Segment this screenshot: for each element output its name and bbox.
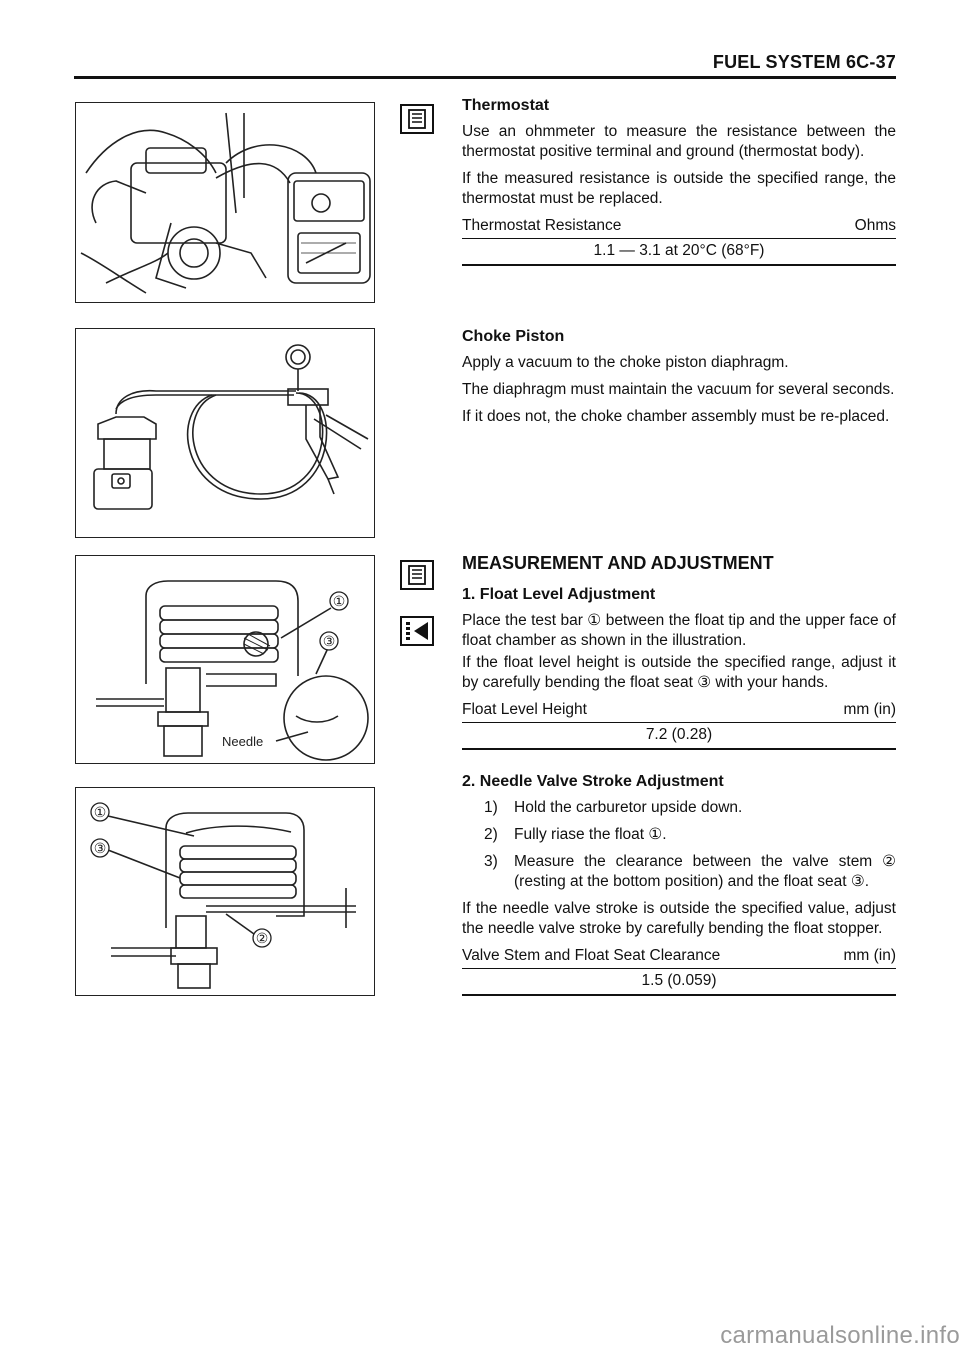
spec-unit: mm (in): [843, 947, 896, 964]
choke-paragraph-1: Apply a vacuum to the choke piston diaphragm.: [462, 354, 789, 371]
spec-unit: Ohms: [854, 217, 896, 234]
needle-steps-list: [484, 798, 896, 892]
step-number: 2): [484, 826, 498, 843]
choke-paragraph-3: If it does not, the choke chamber assembly must be re-placed.: [462, 408, 890, 425]
page-title: FUEL SYSTEM 6C-37: [712, 52, 896, 72]
choke-piston-illustration: [76, 329, 374, 537]
needle-heading: 2. Needle Valve Stroke Adjustment: [462, 773, 724, 790]
needle-spec-table: [462, 946, 896, 996]
needle-valve-illustration: [76, 788, 374, 995]
inspect-icon: [400, 560, 434, 590]
thermostat-section: [462, 96, 896, 266]
step-number: 1): [484, 799, 498, 816]
spec-value: 1.1 — 3.1 at 20°C (68°F): [462, 239, 896, 266]
spec-label: Thermostat Resistance: [462, 217, 622, 234]
spec-value: 1.5 (0.059): [462, 969, 896, 996]
adjust-icon: [400, 616, 434, 646]
thermostat-illustration: [76, 103, 374, 302]
float-spec-table: [462, 700, 896, 750]
step-text: Hold the carburetor upside down.: [514, 799, 743, 816]
needle-paragraph-1: If the needle valve stroke is outside the specified value, adjust the needle valve stroke by carefully bending the float stopper.: [462, 900, 896, 937]
callout-3: ③: [93, 840, 107, 856]
choke-heading: Choke Piston: [462, 328, 565, 345]
float-level-illustration: [76, 556, 374, 763]
float-heading: 1. Float Level Adjustment: [462, 586, 656, 603]
thermostat-heading: Thermostat: [462, 97, 550, 114]
list-item: [484, 798, 896, 818]
spec-label: Valve Stem and Float Seat Clearance: [462, 947, 721, 964]
thermostat-spec-table: [462, 216, 896, 266]
measurement-section: [462, 553, 896, 996]
step-text: Fully riase the float ①.: [514, 826, 667, 843]
needle-valve-figure: [75, 787, 375, 996]
needle-label: Needle: [222, 734, 264, 749]
thermostat-paragraph-1: Use an ohmmeter to measure the resistance between the thermostat positive terminal and ground (thermostat body).: [462, 123, 896, 160]
choke-paragraph-2: The diaphragm must maintain the vacuum for several seconds.: [462, 381, 895, 398]
list-item: [484, 825, 896, 845]
float-paragraph-1: Place the test bar ① between the float tip and the upper face of float chamber as shown in the illustration.: [462, 612, 896, 649]
step-text: Measure the clearance between the valve stem ② (resting at the bottom position) and the float seat ③.: [514, 853, 896, 890]
float-paragraph-2: If the float level height is outside the specified range, adjust it by carefully bending the float seat ③ with your hands.: [462, 654, 896, 691]
spec-unit: mm (in): [843, 701, 896, 718]
callout-1: ①: [93, 804, 107, 820]
page-header: [74, 50, 896, 79]
step-number: 3): [484, 853, 498, 870]
choke-piston-figure: [75, 328, 375, 538]
callout-2: ②: [255, 930, 269, 946]
watermark: carmanualsonline.info: [720, 1322, 960, 1349]
choke-section: [462, 327, 896, 434]
inspect-icon: [400, 104, 434, 134]
spec-value: 7.2 (0.28): [462, 723, 896, 750]
thermostat-paragraph-2: If the measured resistance is outside the specified range, the thermostat must be replaced.: [462, 170, 896, 207]
callout-3: ③: [322, 633, 336, 649]
spec-label: Float Level Height: [462, 701, 587, 718]
float-level-figure: [75, 555, 375, 764]
measurement-heading: MEASUREMENT AND ADJUSTMENT: [462, 553, 774, 573]
list-item: [484, 852, 896, 892]
thermostat-figure: [75, 102, 375, 303]
callout-1: ①: [332, 593, 346, 609]
